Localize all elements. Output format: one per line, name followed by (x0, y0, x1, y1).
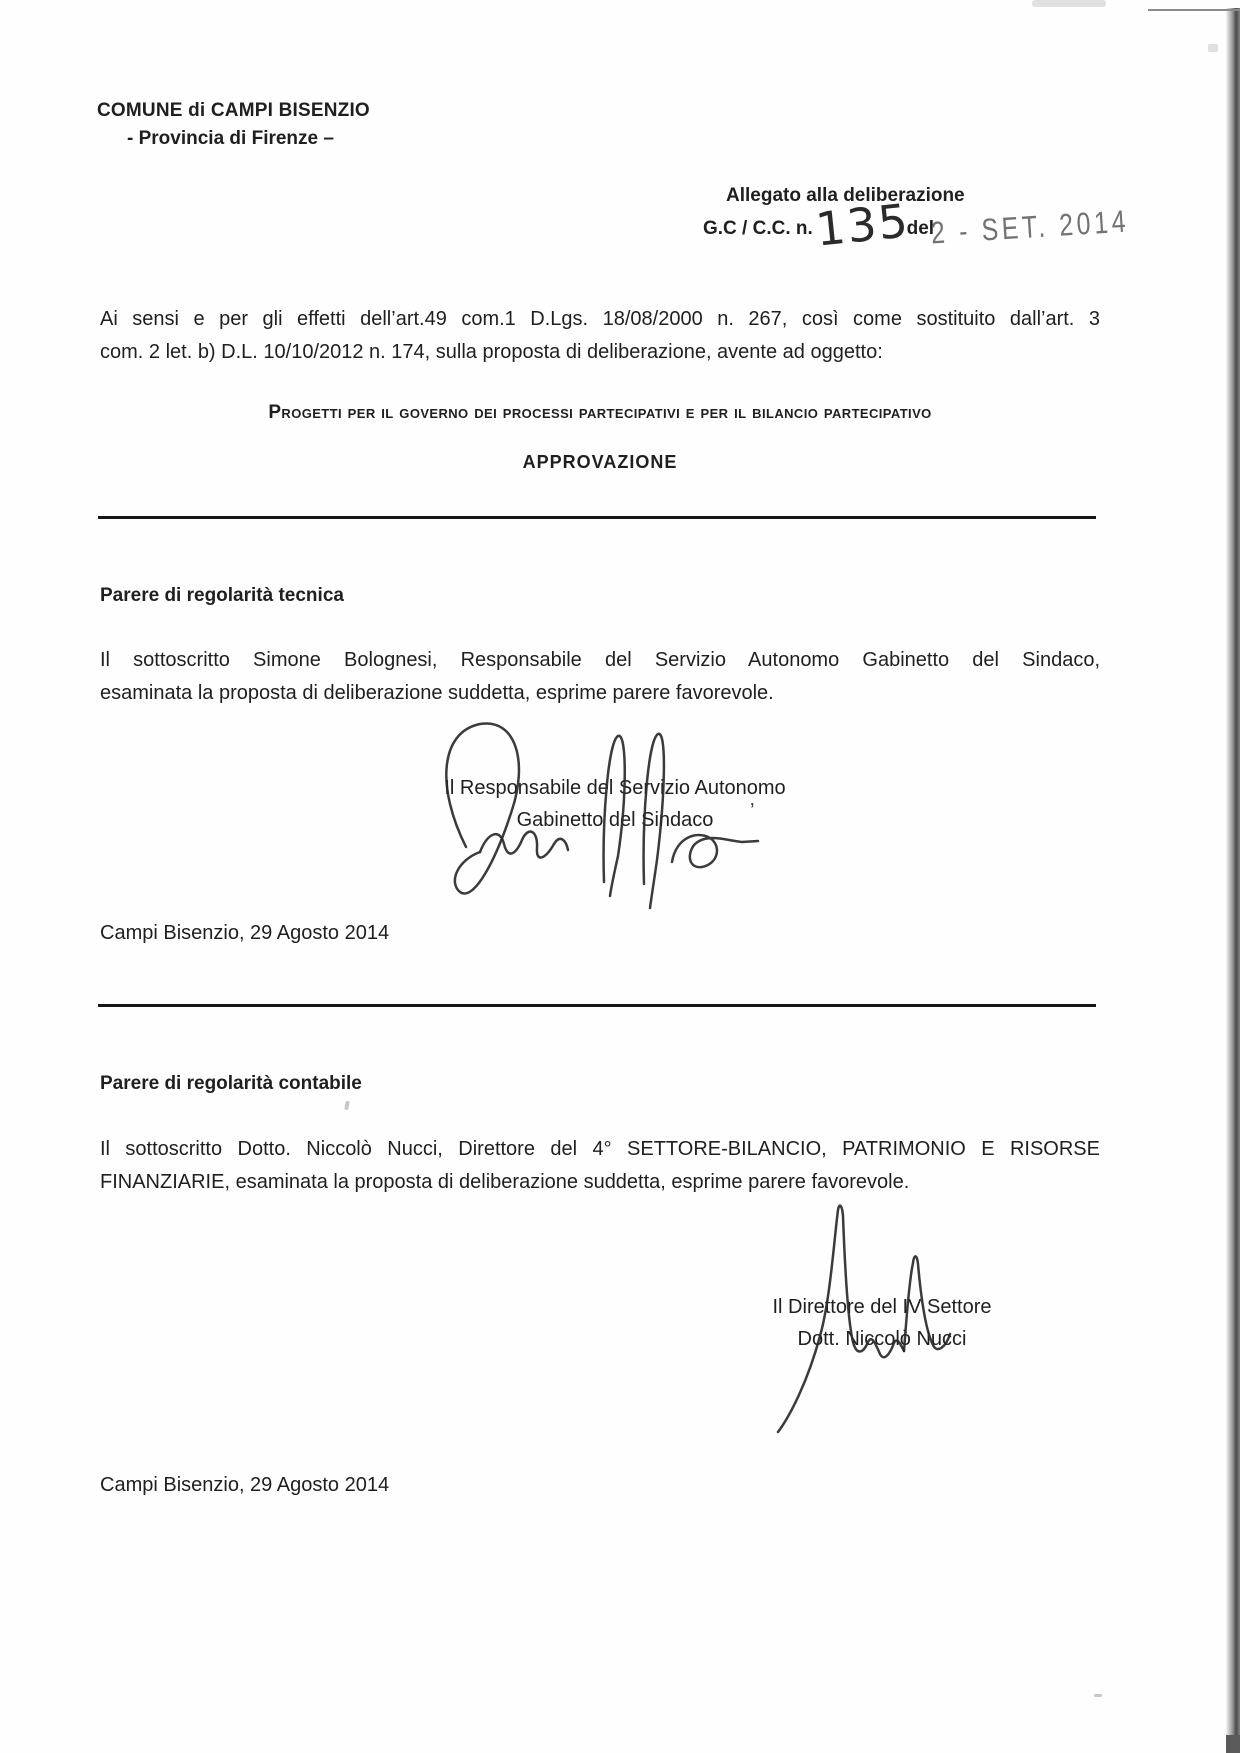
ink-speck (1094, 1694, 1102, 1697)
handwritten-deliberation-number: 135 (812, 193, 912, 257)
technical-signer-role-line-2: Gabinetto del Sindaco (516, 809, 714, 831)
accounting-signer-role-line-2: Dott. Niccolò Nucci (797, 1328, 967, 1350)
attachment-title: Allegato alla deliberazione (726, 185, 965, 206)
approval-heading: APPROVAZIONE (522, 452, 678, 472)
ink-speck (344, 1101, 350, 1111)
technical-body-line-2: esaminata la proposta di deliberazione suddetta, esprime parere favorevole. (100, 682, 774, 704)
technical-opinion-body (100, 644, 1100, 710)
horizontal-divider-1 (98, 516, 1096, 519)
accounting-opinion-body (100, 1133, 1100, 1199)
municipality-province: - Provincia di Firenze – (127, 128, 334, 149)
stray-ink-mark: ’ (750, 800, 755, 822)
scan-corner-smudge (1226, 1735, 1240, 1753)
horizontal-divider-2 (98, 1004, 1096, 1007)
premise-line-2: com. 2 let. b) D.L. 10/10/2012 n. 174, sulla proposta di deliberazione, avente ad oggetto: (100, 341, 883, 363)
place-date-tecnica: Campi Bisenzio, 29 Agosto 2014 (100, 922, 390, 944)
technical-signer-role-line-1: Il Responsabile del Servizio Autonomo (444, 777, 786, 799)
premise-paragraph (100, 303, 1100, 369)
date-stamp: 2 - SET. 2014 (930, 203, 1131, 251)
attachment-ref-prefix: G.C / C.C. n. (703, 218, 813, 239)
scan-edge-shadow (1226, 8, 1240, 1753)
deliberation-subject-title: Progetti per il governo dei processi partecipativi e per il bilancio partecipativo (268, 402, 932, 423)
accounting-signer-role-line-1: Il Direttore del IV Settore (772, 1296, 992, 1318)
scan-top-edge-line (1148, 9, 1240, 11)
ink-speck (1208, 44, 1218, 52)
technical-body-line-1: Il sottoscritto Simone Bolognesi, Responsabile del Servizio Autonomo Gabinetto del Sindaco, (100, 649, 1100, 671)
technical-signature-block (410, 772, 820, 836)
premise-line-1: Ai sensi e per gli effetti dell’art.49 com.1 D.Lgs. 18/08/2000 n. 267, così come sostituito dall’art. 3 (100, 308, 1100, 330)
accounting-signature-block (742, 1291, 1022, 1355)
scan-top-smudge (1032, 0, 1106, 7)
attachment-ref-suffix: del (906, 218, 935, 239)
accounting-opinion-heading: Parere di regolarità contabile (100, 1073, 362, 1094)
accounting-body-line-1: Il sottoscritto Dotto. Niccolò Nucci, Direttore del 4° SETTORE-BILANCIO, PATRIMONIO E RISORSE (100, 1138, 1100, 1160)
technical-opinion-heading: Parere di regolarità tecnica (100, 585, 344, 606)
accounting-body-line-2: FINANZIARIE, esaminata la proposta di deliberazione suddetta, esprime parere favorevole. (100, 1171, 910, 1193)
place-date-contabile: Campi Bisenzio, 29 Agosto 2014 (100, 1474, 390, 1496)
municipality-name: COMUNE di CAMPI BISENZIO (97, 100, 370, 121)
